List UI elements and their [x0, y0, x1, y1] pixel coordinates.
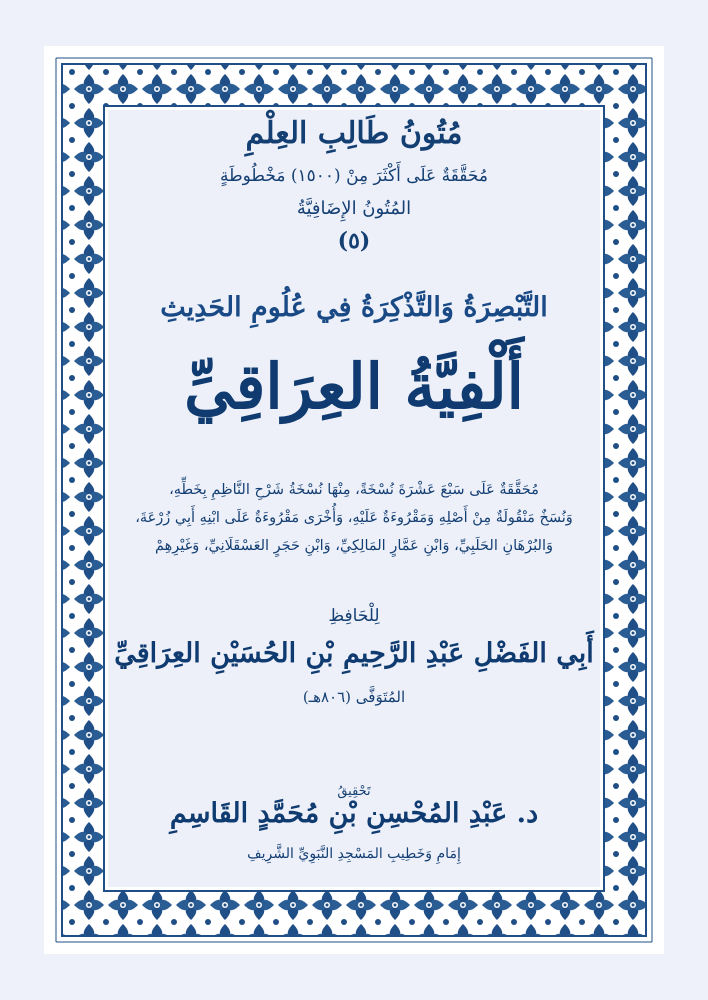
editor-label: تَحْقِيقُ	[337, 784, 371, 799]
description-line: وَنُسَخٌ مَنْقُولَةٌ مِنْ أَصْلِهِ وَمَقْرُوءَةٌ عَلَيْهِ، وَأُخْرَى مَقْرُوءَةٌ عَلَى ابْنِهِ أَبِي زُرْعَةَ،	[135, 510, 573, 526]
series-subtitle: مُحَقَّقَةٌ عَلَى أَكْثَرَ مِنْ (١٥٠٠) مَخْطُوطَةٍ	[220, 166, 488, 186]
book-subtitle: التَّبْصِرَةُ وَالتَّذْكِرَةُ فِي عُلُومِ الحَدِيثِ	[160, 292, 548, 323]
author-label: لِلْحَافِظِ	[328, 606, 380, 626]
editor-name: د. عَبْدِ المُحْسِنِ بْنِ مُحَمَّدٍ القَاسِمِ	[169, 798, 539, 829]
series-number: (٥)	[337, 228, 371, 254]
editor-role: إِمَامِ وَخَطِيبِ المَسْجِدِ النَّبَوِيِّ الشَّرِيفِ	[247, 846, 461, 862]
series-title: مُتُونُ طَالِبِ العِلْمِ	[245, 116, 463, 151]
series-name: المُتُونُ الإِضَافِيَّةُ	[296, 198, 412, 219]
description-line: وَالبُرْهَانِ الحَلَبِيِّ، وَابْنِ عَمَّارٍ المَالِكِيِّ، وَابْنِ حَجَرٍ العَسْقَلَانِيِّ، وَغَيْرِهِمْ	[154, 538, 553, 554]
author-name: أَبِي الفَضْلِ عَبْدِ الرَّحِيمِ بْنِ الحُسَيْنِ العِرَاقِيِّ	[114, 638, 594, 669]
description-line: مُحَقَّقَةٌ عَلَى سَبْعَ عَشْرَةَ نُسْخَةً، مِنْهَا نُسْخَةُ شَرْحِ النَّاظِمِ بِخَطِّهِ،	[169, 482, 539, 498]
book-title: أَلْفِيَّةُ العِرَاقِيِّ	[184, 350, 524, 423]
author-death-date: المُتَوَفَّى (٨٠٦هـ)	[302, 688, 406, 706]
